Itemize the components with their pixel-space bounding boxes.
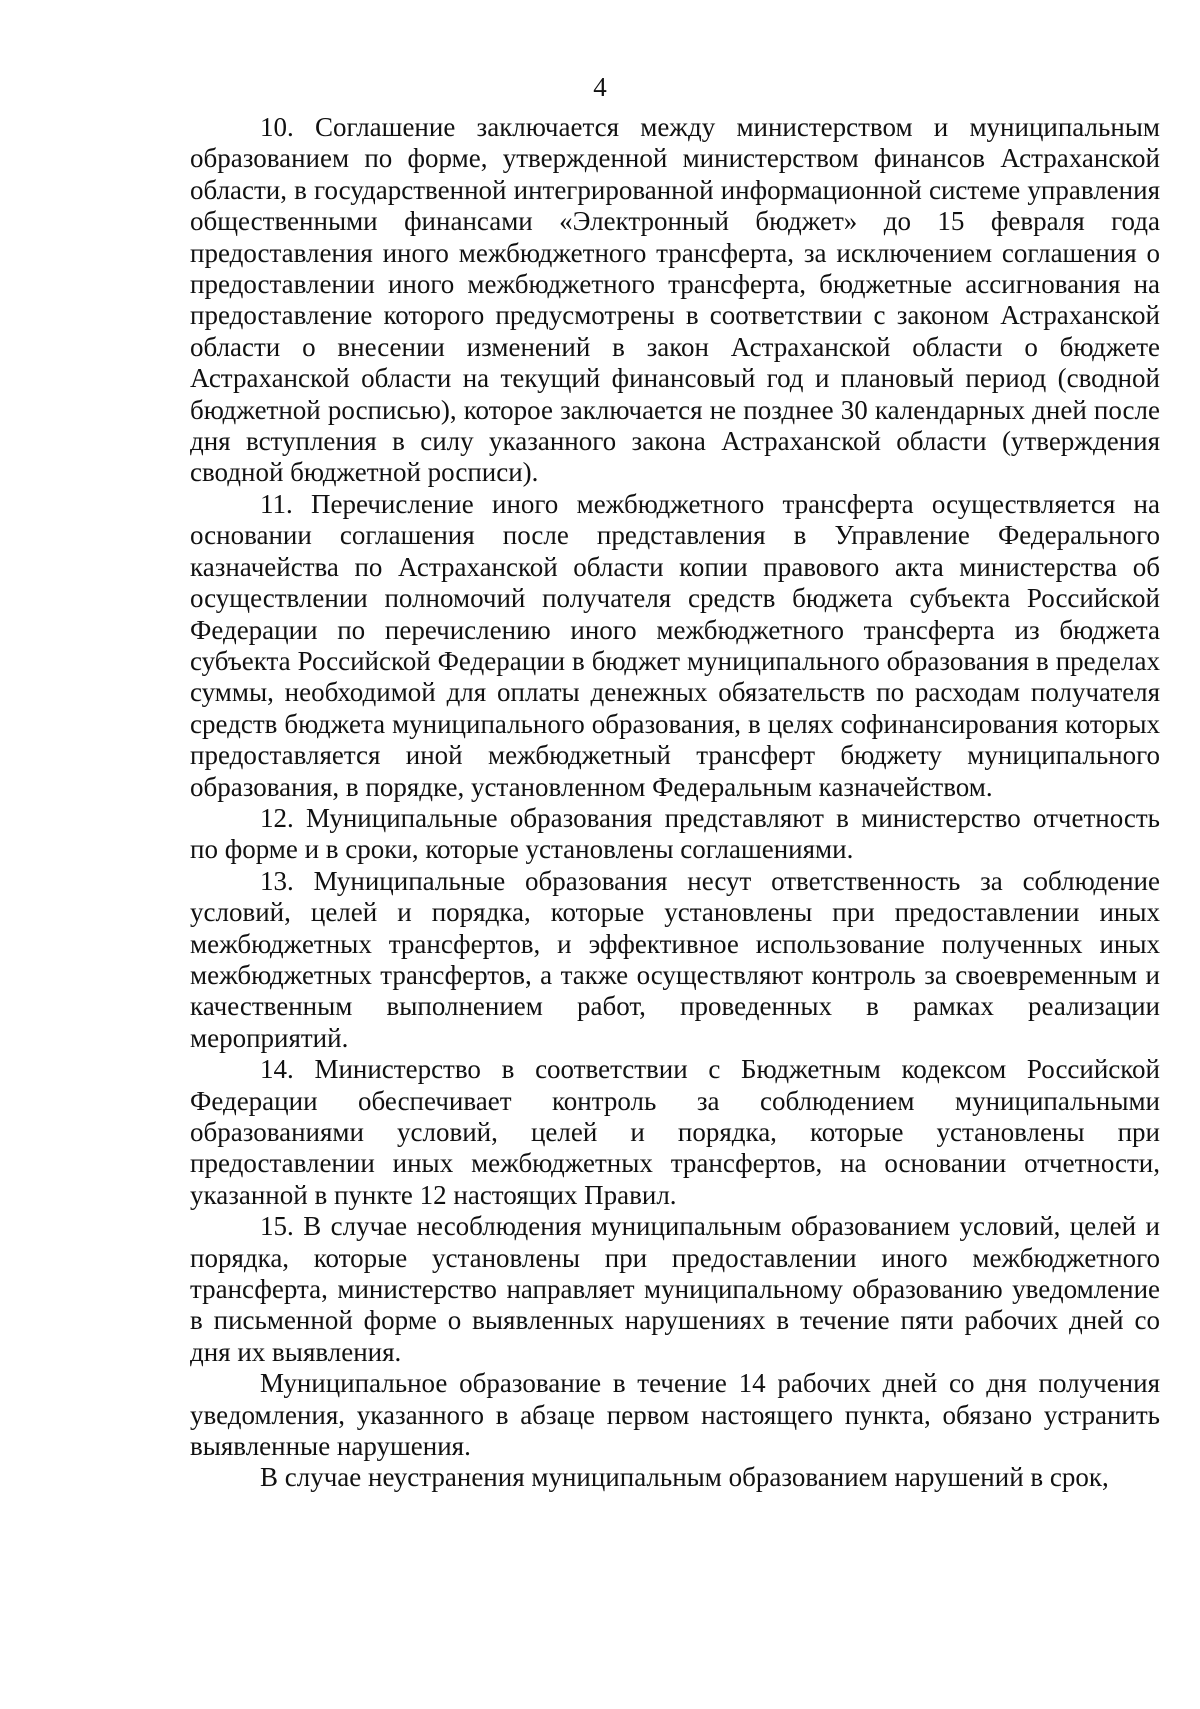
document-body [190,112,1160,1494]
paragraph-12: 12. Муниципальные образования представляют в министерство отчетность по форме и в сроки, которые установлены соглашениями. [190,802,1160,865]
paragraph-10: 10. Соглашение заключается между министерством и муниципальным образованием по форме, утвержденной министерством финансов Астраханской области, в государственной интегрированной информационной системе управления общественными финансами «Электронный бюджет» до 15 февраля года предоставления иного межбюджетного трансферта, за исключением соглашения о предоставлении иного межбюджетного трансферта, бюджетные ассигнования на предоставление которого предусмотрены в соответствии с законом Астраханской области о внесении изменений в закон Астраханской области о бюджете Астраханской области на текущий финансовый год и плановый период (сводной бюджетной росписью), которое заключается не позднее 30 календарных дней после дня вступления в силу указанного закона Астраханской области (утверждения сводной бюджетной росписи). [190,112,1160,488]
paragraph-14: 14. Министерство в соответствии с Бюджетным кодексом Российской Федерации обеспечивает контроль за соблюдением муниципальными образованиями условий, целей и порядка, которые установлены при предоставлении иных межбюджетных трансфертов, на основании отчетности, указанной в пункте 12 настоящих Правил. [190,1054,1160,1210]
paragraph-15: 15. В случае несоблюдения муниципальным образованием условий, целей и порядка, которые установлены при предоставлении иного межбюджетного трансферта, министерство направляет муниципальному образованию уведомление в письменной форме о выявленных нарушениях в течение пяти рабочих дней со дня их выявления. [190,1211,1160,1367]
paragraph-13: 13. Муниципальные образования несут ответственность за соблюдение условий, целей и порядка, которые установлены при предоставлении иных межбюджетных трансфертов, и эффективное использование полученных иных межбюджетных трансфертов, а также осуществляют контроль за своевременным и качественным выполнением работ, проведенных в рамках реализации мероприятий. [190,865,1160,1053]
page-number: 4 [593,72,607,102]
paragraph-15-abz-3: В случае неустранения муниципальным образованием нарушений в срок, [260,1462,1109,1493]
paragraph-15-abz-2: Муниципальное образование в течение 14 рабочих дней со дня получения уведомления, указанного в абзаце первом настоящего пункта, обязано устранить выявленные нарушения. [190,1368,1160,1462]
paragraph-11: 11. Перечисление иного межбюджетного трансферта осуществляется на основании соглашения после представления в Управление Федерального казначейства по Астраханской области копии правового акта министерства об осуществлении полномочий получателя средств бюджета субъекта Российской Федерации по перечислению иного межбюджетного трансферта из бюджета субъекта Российской Федерации в бюджет муниципального образования в пределах суммы, необходимой для оплаты денежных обязательств по расходам получателя средств бюджета муниципального образования, в целях софинансирования которых предоставляется иной межбюджетный трансферт бюджету муниципального образования, в порядке, установленном Федеральным казначейством. [190,488,1160,802]
